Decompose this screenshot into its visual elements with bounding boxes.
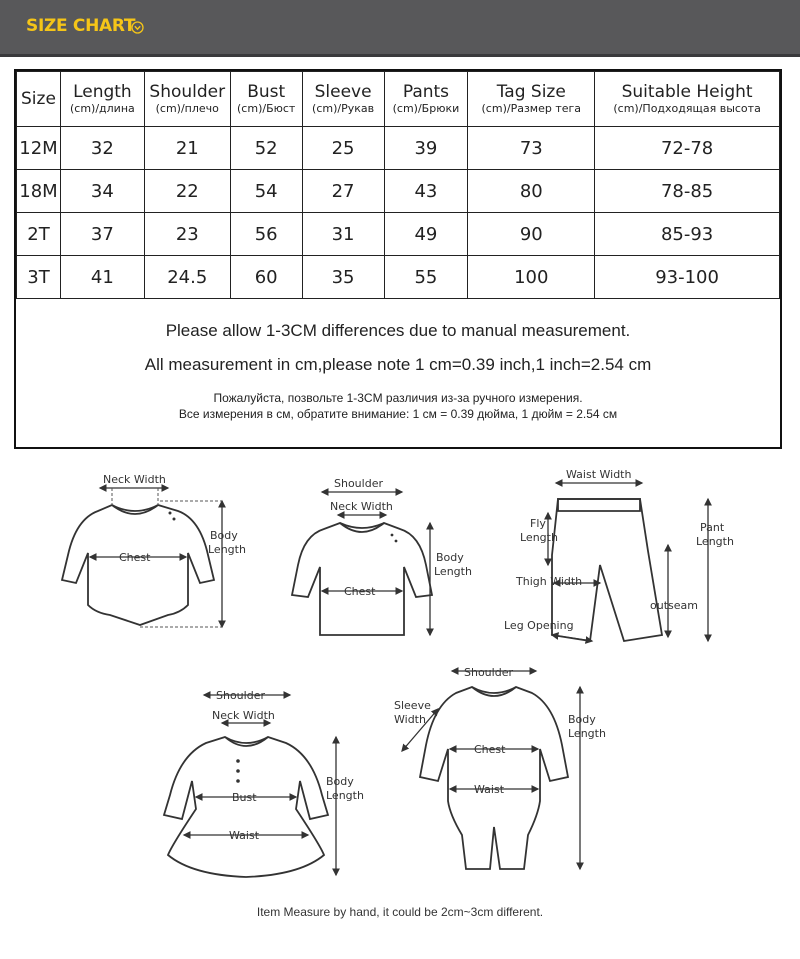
romper-chest-label: Chest — [474, 743, 506, 756]
romper-sleeve-width-label-2: Width — [394, 713, 426, 726]
column-header — [468, 72, 595, 127]
pants-waist-width-label: Waist Width — [566, 468, 632, 481]
table-cell: 73 — [468, 127, 595, 170]
table-cell: 100 — [468, 256, 595, 299]
romper-body-length-label-2: Length — [568, 727, 606, 740]
bodysuit-body-length-label-1: Body — [210, 529, 238, 542]
column-header-unit: (cm)/Брюки — [392, 101, 460, 115]
pants-pant-length-label-1: Pant — [700, 521, 725, 534]
column-header — [595, 72, 780, 127]
dress-diagram — [164, 689, 364, 877]
dress-body-length-label-2: Length — [326, 789, 364, 802]
dress-body-length-label-1: Body — [326, 775, 354, 788]
column-header-label: Bust — [247, 81, 286, 102]
romper-diagram — [394, 666, 606, 869]
dress-waist-label: Waist — [229, 829, 260, 842]
size-cell: 18M — [17, 170, 61, 213]
table-row — [17, 170, 780, 213]
table-cell: 43 — [384, 170, 468, 213]
top-shoulder-label: Shoulder — [334, 477, 383, 490]
page-title: SIZE CHART — [26, 16, 136, 36]
column-header-label: Tag Size — [496, 81, 566, 102]
column-header-unit: (cm)/Размер тега — [481, 101, 582, 115]
size-cell: 12M — [17, 127, 61, 170]
bodysuit-diagram — [62, 473, 246, 627]
table-cell: 23 — [144, 213, 230, 256]
romper-shoulder-label: Shoulder — [464, 666, 513, 679]
column-header-label: Shoulder — [149, 81, 226, 102]
table-cell: 41 — [60, 256, 144, 299]
note-english-1: Please allow 1-3CM differences due to manual measurement. — [165, 321, 631, 340]
table-cell: 55 — [384, 256, 468, 299]
table-cell: 54 — [230, 170, 302, 213]
column-header-unit: (cm)/Рукав — [312, 101, 375, 115]
romper-body-length-label-1: Body — [568, 713, 596, 726]
dress-neck-width-label: Neck Width — [212, 709, 275, 722]
measurement-diagrams — [0, 455, 800, 900]
table-cell: 78-85 — [595, 170, 780, 213]
column-header-unit: (cm)/плечо — [155, 101, 219, 115]
bodysuit-neck-width-label: Neck Width — [103, 473, 166, 486]
table-cell: 31 — [302, 213, 384, 256]
bodysuit-body-length-label-2: Length — [208, 543, 246, 556]
column-header-label: Length — [73, 81, 132, 102]
table-cell: 85-93 — [595, 213, 780, 256]
table-header-row — [17, 72, 780, 127]
table-cell: 49 — [384, 213, 468, 256]
bodysuit-chest-label: Chest — [119, 551, 151, 564]
column-header-label: Suitable Height — [621, 81, 753, 102]
column-header-unit: (cm)/Бюст — [237, 101, 296, 115]
table-cell: 90 — [468, 213, 595, 256]
pants-leg-opening-label: Leg Opening — [504, 619, 574, 632]
footer-note: Item Measure by hand, it could be 2cm~3cm different. — [256, 905, 544, 919]
column-header-label: Pants — [402, 81, 450, 102]
chevron-down-icon — [131, 21, 144, 34]
top-neck-width-label: Neck Width — [330, 500, 393, 513]
note-russian-2: Все измерения в см, обратите внимание: 1 см = 0.39 дюйма, 1 дюйм = 2.54 см — [178, 407, 618, 421]
column-header — [144, 72, 230, 127]
pants-fly-length-label-2: Length — [520, 531, 558, 544]
size-cell: 2T — [17, 213, 61, 256]
table-row — [17, 127, 780, 170]
table-cell: 52 — [230, 127, 302, 170]
table-cell: 60 — [230, 256, 302, 299]
table-cell: 24.5 — [144, 256, 230, 299]
column-header-label: Size — [21, 88, 56, 109]
top-chest-label: Chest — [344, 585, 376, 598]
dress-bust-label: Bust — [232, 791, 257, 804]
table-cell: 72-78 — [595, 127, 780, 170]
column-header — [230, 72, 302, 127]
table-cell: 80 — [468, 170, 595, 213]
pants-diagram — [504, 468, 734, 641]
table-cell: 37 — [60, 213, 144, 256]
pants-fly-length-label-1: Fly — [530, 517, 546, 530]
table-cell: 39 — [384, 127, 468, 170]
table-cell: 25 — [302, 127, 384, 170]
pants-pant-length-label-2: Length — [696, 535, 734, 548]
table-cell: 21 — [144, 127, 230, 170]
table-cell: 56 — [230, 213, 302, 256]
table-cell: 34 — [60, 170, 144, 213]
size-table — [16, 71, 780, 299]
table-row — [17, 213, 780, 256]
top-body-length-label-1: Body — [436, 551, 464, 564]
column-header-unit: (cm)/Подходящая высота — [613, 101, 761, 115]
top-diagram — [292, 477, 472, 635]
column-header — [302, 72, 384, 127]
table-cell: 27 — [302, 170, 384, 213]
column-header — [17, 72, 61, 127]
size-chart-box — [14, 69, 782, 449]
header-bar — [0, 0, 800, 57]
pants-thigh-width-label: Thigh Width — [516, 575, 583, 588]
table-cell: 32 — [60, 127, 144, 170]
column-header — [384, 72, 468, 127]
column-header-unit: (cm)/длина — [69, 101, 135, 115]
table-cell: 22 — [144, 170, 230, 213]
table-cell: 93-100 — [595, 256, 780, 299]
note-russian-1: Пожалуйста, позвольте 1-3CM различия из-за ручного измерения. — [213, 391, 583, 405]
size-cell: 3T — [17, 256, 61, 299]
top-body-length-label-2: Length — [434, 565, 472, 578]
pants-outseam-label: outseam — [650, 599, 698, 612]
romper-waist-label: Waist — [474, 783, 505, 796]
note-english-2: All measurement in cm,please note 1 cm=0.39 inch,1 inch=2.54 cm — [144, 355, 652, 374]
dress-shoulder-label: Shoulder — [216, 689, 265, 702]
table-cell: 35 — [302, 256, 384, 299]
column-header-label: Sleeve — [314, 81, 372, 102]
column-header — [60, 72, 144, 127]
romper-sleeve-width-label-1: Sleeve — [394, 699, 431, 712]
table-row — [17, 256, 780, 299]
